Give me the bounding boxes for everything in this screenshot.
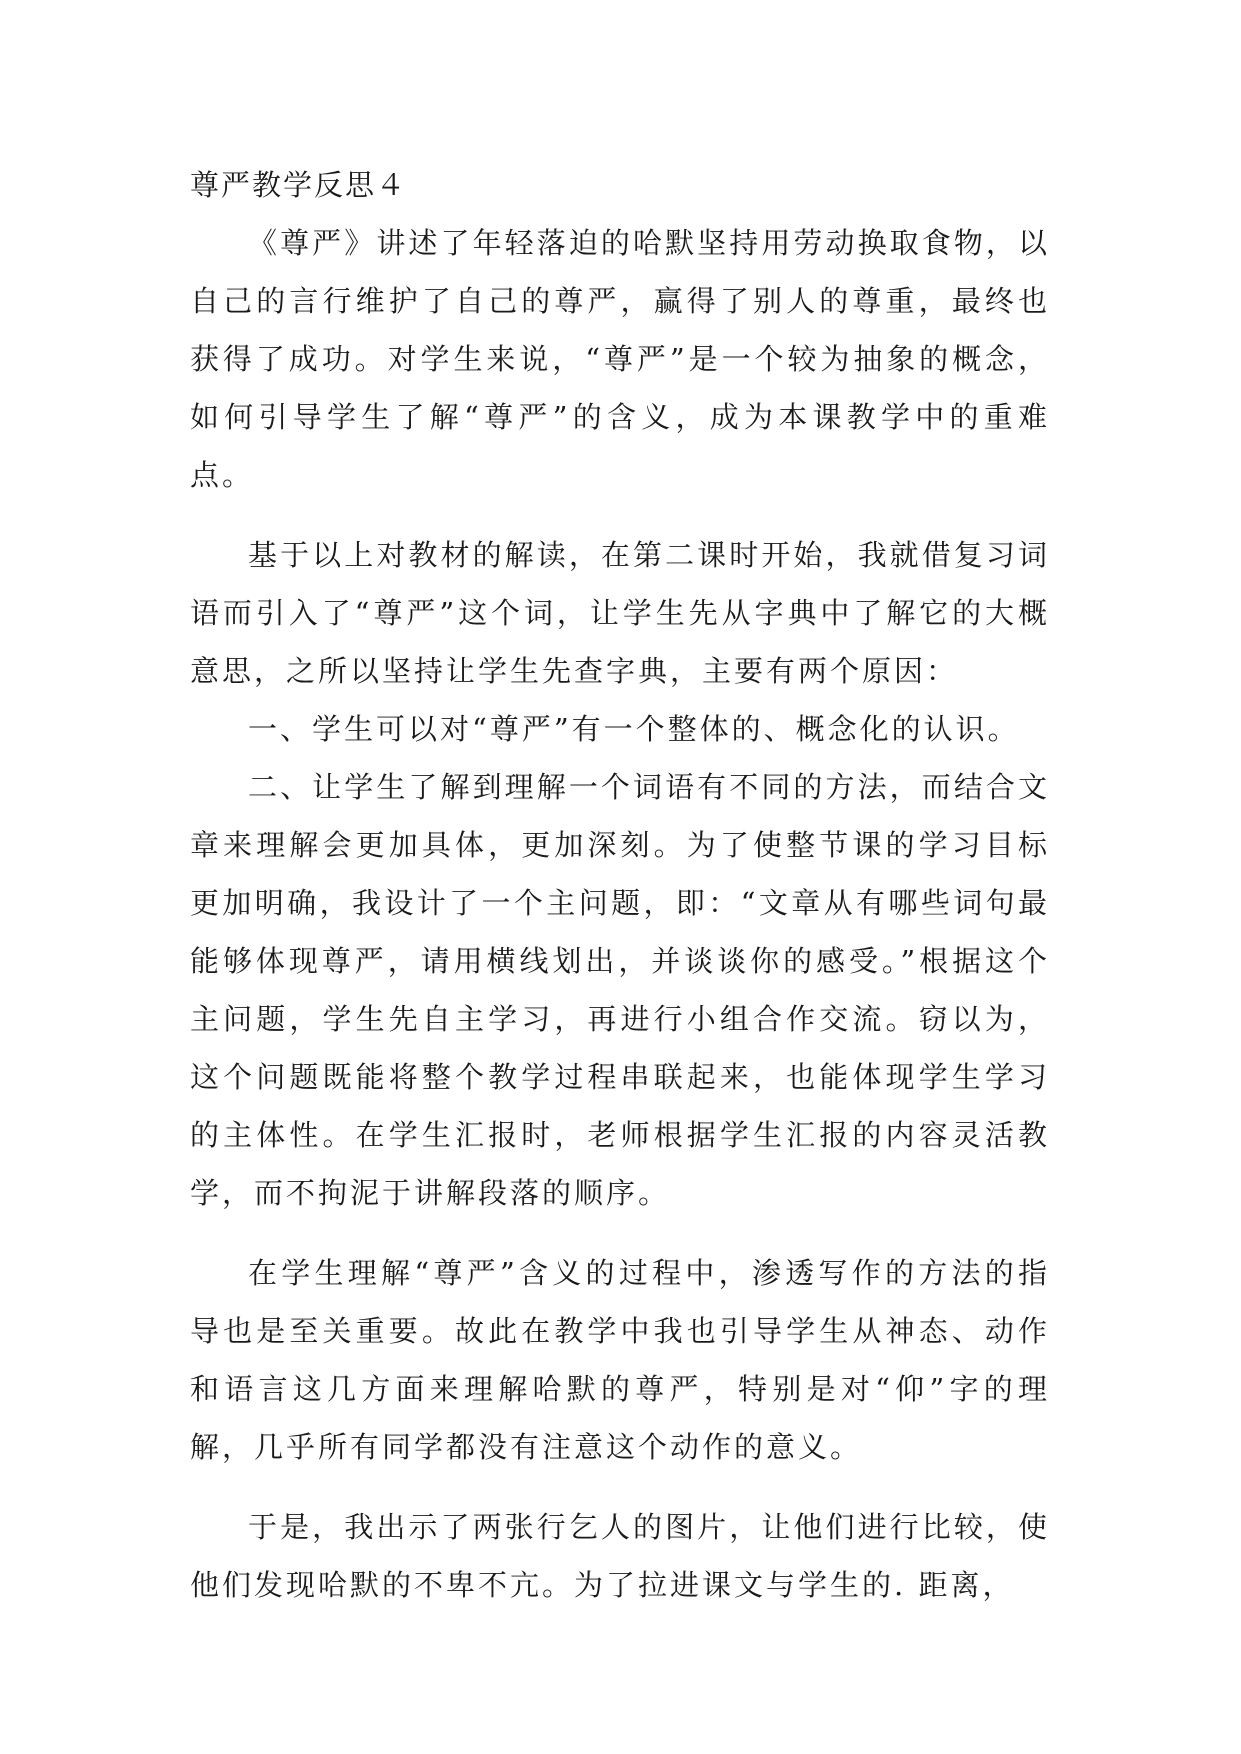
paragraph-intro: 《尊严》讲述了年轻落迫的哈默坚持用劳动换取食物，以自己的言行维护了自己的尊严，赢得了别人的尊重，最终也获得了成功。对学生来说，“尊严”是一个较为抽象的概念，如何引导学生了解“尊严”的含义，成为本课教学中的重难点。 <box>190 226 1050 492</box>
paragraph-pictures: 于是，我出示了两张行乞人的图片，让他们进行比较，使他们发现哈默的不卑不亢。为了拉进课文与学生的. 距离， <box>190 1510 1050 1602</box>
paragraph-dictionary: 基于以上对教材的解读，在第二课时开始，我就借复习词语而引入了“尊严”这个词，让学生先从字典中了解它的大概意思，之所以坚持让学生先查字典，主要有两个原因： <box>190 538 1050 688</box>
document-title: 尊严教学反思４ <box>190 168 408 202</box>
paragraph-reason-two: 二、让学生了解到理解一个词语有不同的方法，而结合文章来理解会更加具体，更加深刻。为了使整节课的学习目标更加明确，我设计了一个主问题，即：“文章从有哪些词句最能够体现尊严，请用横线划出，并谈谈你的感受。”根据这个主问题，学生先自主学习，再进行小组合作交流。窃以为，这个问题既能将整个教学过程串联起来，也能体现学生学习的主体性。在学生汇报时，老师根据学生汇报的内容灵活教学，而不拘泥于讲解段落的顺序。 <box>190 770 1050 1210</box>
paragraph-writing-guidance: 在学生理解“尊严”含义的过程中，渗透写作的方法的指导也是至关重要。故此在教学中我也引导学生从神态、动作和语言这几方面来理解哈默的尊严，特别是对“仰”字的理解，几乎所有同学都没有注意这个动作的意义。 <box>190 1256 1050 1464</box>
paragraph-reason-one: 一、学生可以对“尊严”有一个整体的、概念化的认识。 <box>248 712 1020 746</box>
document-body <box>190 156 1050 1614</box>
